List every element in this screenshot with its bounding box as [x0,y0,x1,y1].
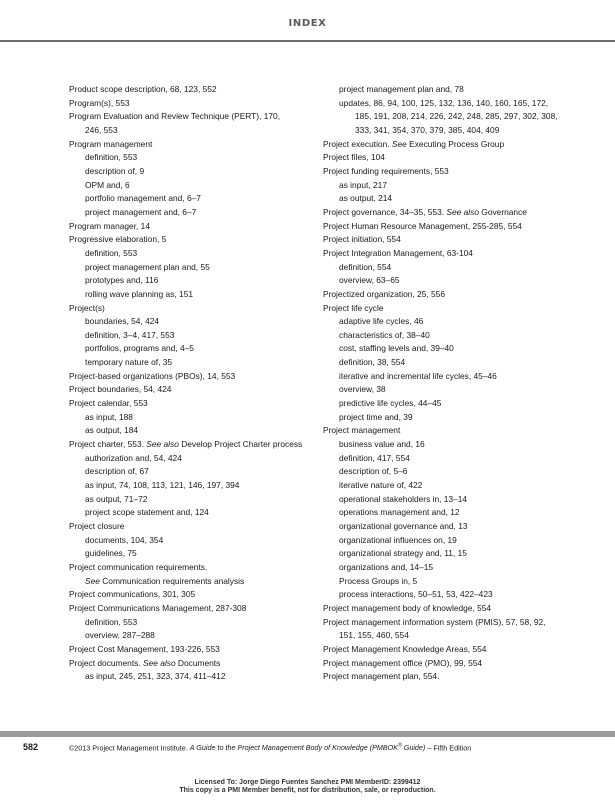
footer-citation [69,743,471,752]
index-entry: OPM and, 6 [85,179,130,190]
index-entry: Project charter, 553. See also Develop Project Charter process [69,439,303,450]
index-entry: Project funding requirements, 553 [323,165,449,176]
index-entry: portfolio management and, 6–7 [85,193,201,204]
index-entry: Product scope description, 68, 123, 552 [69,84,217,94]
index-entry: organizational strategy and, 11, 15 [339,548,467,559]
index-entry: authorization and, 54, 424 [85,452,182,463]
index-entry: business value and, 16 [339,439,425,450]
index-entry: predictive life cycles, 44–45 [339,398,442,409]
index-entry: Project documents. See also Documents [69,657,221,668]
index-entry: documents, 104, 354 [85,534,164,545]
index-entry: Project initiation, 554 [323,234,401,245]
index-entry: description of, 9 [85,165,145,176]
index-entry: Project-based organizations (PBOs), 14, 553 [69,370,236,381]
see-reference: See also [146,439,179,450]
index-entry: iterative nature of, 422 [339,480,423,491]
index-entry: process interactions, 50–51, 53, 422–423 [339,589,493,600]
index-entry: Project execution. See Executing Process Group [323,138,505,149]
see-reference: See [391,138,407,149]
index-entry: Project management information system (PMIS), 57, 58, 92, [323,616,546,627]
index-entry: definition, 3–4, 417, 553 [85,329,175,340]
index-entry: overview, 287–288 [85,630,155,641]
index-entry: Project calendar, 553 [69,398,148,409]
index-entry: 333, 341, 354, 370, 379, 385, 404, 409 [355,124,500,135]
index-entry: project scope statement and, 124 [85,507,209,518]
index-entry: project management plan and, 78 [339,84,464,94]
index-entry: iterative and incremental life cycles, 45–46 [339,370,497,381]
index-entry: overview, 63–65 [339,275,400,286]
index-entry: Project boundaries, 54, 424 [69,384,172,395]
index-entry: operations management and, 12 [339,507,460,518]
index-entry: definition, 553 [85,616,138,627]
index-entry: as output, 184 [85,425,139,436]
index-entry: portfolios, programs and, 4–5 [85,343,194,354]
index-column-left [69,83,324,684]
index-entry: See Communication requirements analysis [85,575,245,586]
index-entry: Project Management Knowledge Areas, 554 [323,643,487,654]
index-entry: Project Human Resource Management, 255-285, 554 [323,220,522,231]
index-entry: definition, 417, 554 [339,452,410,463]
index-entry: cost, staffing levels and, 39–40 [339,343,454,354]
index-entry: temporary nature of, 35 [85,357,173,368]
index-entry: Projectized organization, 25, 556 [323,288,445,299]
index-entry: Project management [323,425,401,436]
license-notice [0,779,615,795]
index-entry: project management plan and, 55 [85,261,210,272]
index-entry: Project Communications Management, 287-308 [69,602,247,613]
index-entry: as input, 188 [85,411,133,422]
index-entry: project management and, 6–7 [85,206,197,217]
citation-prefix: ©2013 Project Management Institute. [69,743,190,753]
index-entry: organizational governance and, 13 [339,521,468,531]
header-divider [0,40,615,42]
page-number: 582 [23,742,39,752]
index-entry: operational stakeholders in, 13–14 [339,493,468,504]
index-entry: 151, 155, 460, 554 [339,630,409,641]
index-entry: 246, 553 [85,124,118,135]
index-entry: Program Evaluation and Review Technique (PERT), 170, [69,111,281,122]
index-entry: Program(s), 553 [69,97,130,108]
index-entry: Project management office (PMO), 99, 554 [323,657,483,668]
index-entry: Project governance, 34–35, 553. See also Governance [323,206,527,217]
index-entry: organizations and, 14–15 [339,561,434,572]
license-line-2: This copy is a PMI Member benefit, not for distribution, sale, or reproduction. [179,787,436,794]
index-entry: 185, 191, 208, 214, 226, 242, 248, 285, 297, 302, 308, [355,111,558,122]
index-entry: definition, 554 [339,261,392,272]
citation-suffix: – Fifth Edition [425,743,472,753]
index-entry: definition, 38, 554 [339,357,406,368]
index-entry: organizational influences on, 19 [339,534,457,545]
index-entry: as input, 245, 251, 323, 374, 411–412 [85,671,226,682]
index-entry: Project Cost Management, 193-226, 553 [69,643,220,654]
index-entry: Project communication requirements. [69,561,208,572]
index-entry: as output, 214 [339,193,393,204]
license-line-1: Licensed To: Jorge Diego Fuentes Sanchez PMI MemberID: 2399412 [194,779,421,786]
index-entry: Project communications, 301, 305 [69,589,196,600]
index-entry: Program management [69,138,153,149]
citation-title: A Guide to the Project Management Body of Knowledge (PMBOK® Guide) [189,743,426,753]
index-entry: updates, 86, 94, 100, 125, 132, 136, 140, 160, 165, 172, [339,97,549,108]
index-entry: Project Integration Management, 63-104 [323,247,473,258]
index-entry: Project files, 104 [323,152,385,163]
index-entry: characteristics of, 38–40 [339,329,430,340]
index-entry: overview, 38 [339,384,386,395]
index-entry: Process Groups in, 5 [339,575,418,586]
index-entry: description of, 5–6 [339,466,408,477]
index-entry: as output, 71–72 [85,493,148,504]
index-entry: guidelines, 75 [85,548,137,559]
index-entry: Project closure [69,521,125,531]
page-header-title: INDEX [288,18,327,29]
index-entry: boundaries, 54, 424 [85,316,160,327]
index-entry: adaptive life cycles, 46 [339,316,424,327]
index-column-right [323,83,593,684]
index-entry: prototypes and, 116 [85,275,159,286]
index-entry: Project life cycle [323,302,384,313]
index-entry: as input, 74, 108, 113, 121, 146, 197, 394 [85,480,240,491]
see-reference: See also [143,657,176,668]
index-entry: description of, 67 [85,466,149,477]
index-entry: project time and, 39 [339,411,413,422]
index-entry: definition, 553 [85,247,138,258]
see-reference: See also [446,206,479,217]
index-entry: Program manager, 14 [69,220,151,231]
index-entry: as input, 217 [339,179,387,190]
see-reference: See [85,575,100,586]
index-entry: definition, 553 [85,152,138,163]
index-entry: Progressive elaboration, 5 [69,234,167,245]
index-entry: Project(s) [69,302,105,313]
index-entry: Project management plan, 554. [323,671,440,682]
index-entry: Project management body of knowledge, 554 [323,602,492,613]
footer-divider [0,731,615,737]
index-entry: rolling wave planning as, 151 [85,288,194,299]
